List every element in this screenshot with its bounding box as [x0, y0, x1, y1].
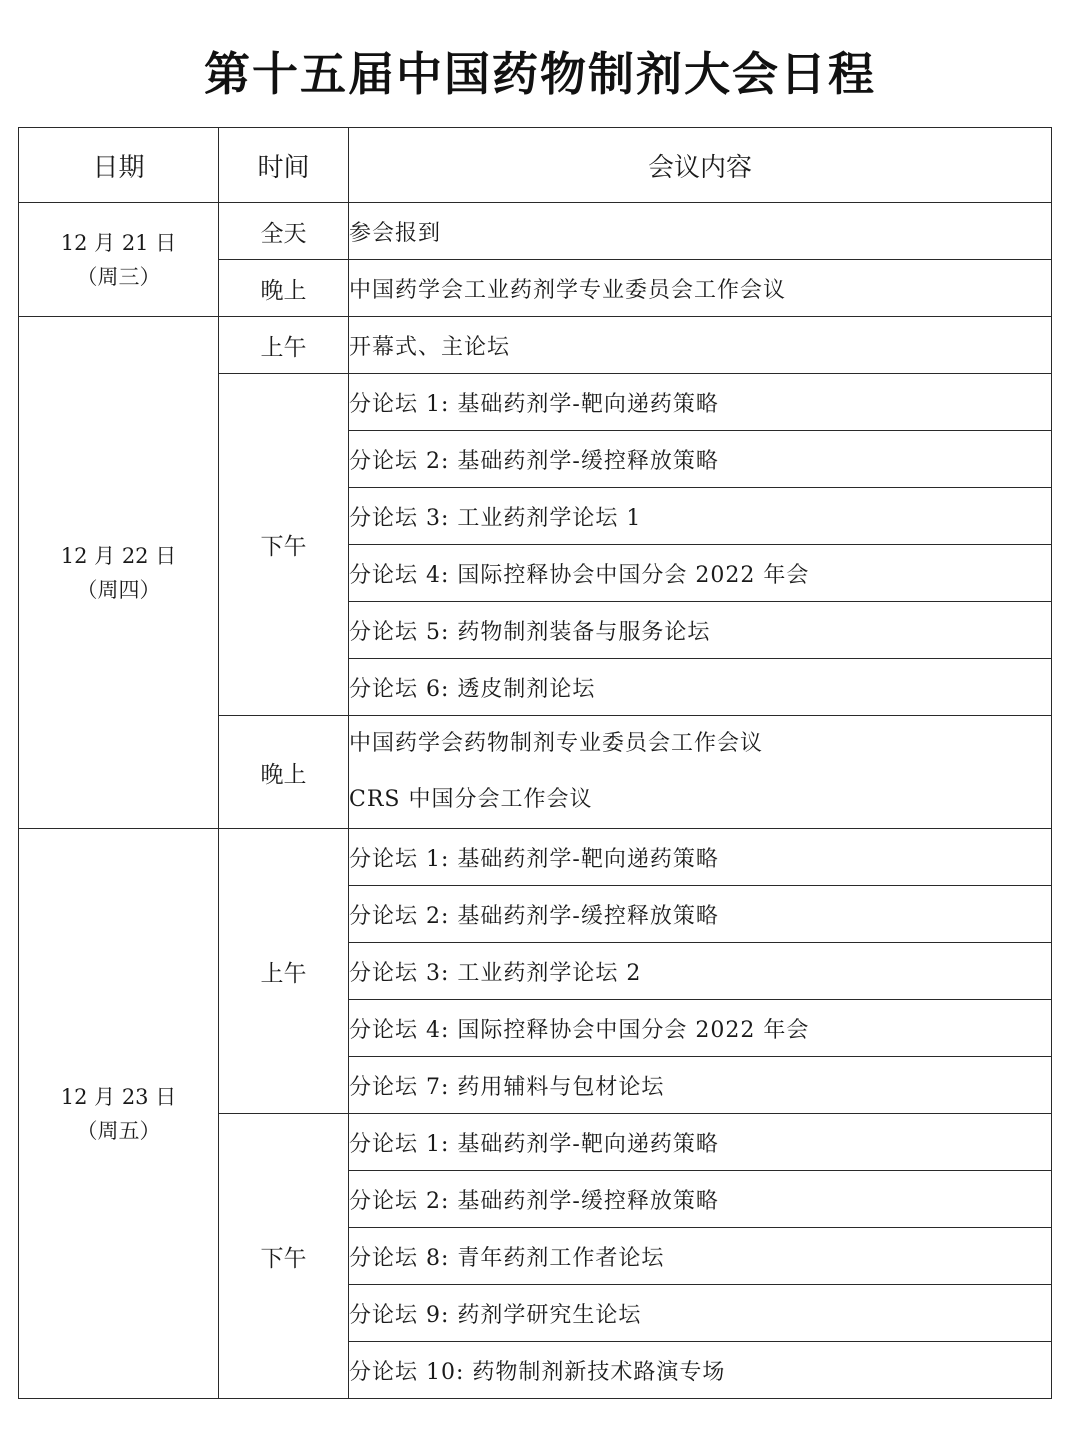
session-item: 分论坛 10: 药物制剂新技术路演专场: [349, 1342, 1052, 1399]
session-item: CRS 中国分会工作会议: [349, 787, 593, 812]
session-item: 参会报到: [349, 203, 1052, 260]
date-text: 12 月 21 日: [60, 230, 177, 255]
session-item: 分论坛 1: 基础药剂学-靶向递药策略: [349, 374, 1052, 431]
session-item: 分论坛 1: 基础药剂学-靶向递药策略: [349, 1114, 1052, 1171]
date-text: 12 月 22 日: [60, 543, 177, 568]
weekday-text: （周五）: [76, 1118, 161, 1143]
time-cell: 上午: [219, 317, 349, 374]
session-item: 分论坛 4: 国际控释协会中国分会 2022 年会: [349, 545, 1052, 602]
header-date: 日期: [19, 128, 219, 203]
session-item-multi: [349, 716, 1052, 829]
table-row: [19, 317, 1052, 374]
table-row: [19, 829, 1052, 886]
header-row: [19, 128, 1052, 203]
session-item: 分论坛 4: 国际控释协会中国分会 2022 年会: [349, 1000, 1052, 1057]
weekday-text: （周四）: [76, 577, 161, 602]
page-title: 第十五届中国药物制剂大会日程: [204, 47, 876, 101]
session-item: 分论坛 9: 药剂学研究生论坛: [349, 1285, 1052, 1342]
time-cell: 晚上: [219, 260, 349, 317]
table-row: [19, 203, 1052, 260]
session-item: 分论坛 3: 工业药剂学论坛 1: [349, 488, 1052, 545]
date-cell: [19, 829, 219, 1399]
date-cell: [19, 317, 219, 829]
weekday-text: （周三）: [76, 264, 161, 289]
time-cell: 下午: [219, 374, 349, 716]
date-cell: [19, 203, 219, 317]
schedule-table: [18, 127, 1052, 1399]
header-content: 会议内容: [349, 128, 1052, 203]
session-item: 中国药学会药物制剂专业委员会工作会议: [349, 731, 764, 756]
session-item: 分论坛 8: 青年药剂工作者论坛: [349, 1228, 1052, 1285]
session-item: 分论坛 3: 工业药剂学论坛 2: [349, 943, 1052, 1000]
time-cell: 全天: [219, 203, 349, 260]
date-text: 12 月 23 日: [60, 1084, 177, 1109]
session-item: 分论坛 2: 基础药剂学-缓控释放策略: [349, 1171, 1052, 1228]
time-cell: 上午: [219, 829, 349, 1114]
header-time: 时间: [219, 128, 349, 203]
time-cell: 晚上: [219, 716, 349, 829]
session-item: 分论坛 7: 药用辅料与包材论坛: [349, 1057, 1052, 1114]
session-item: 分论坛 1: 基础药剂学-靶向递药策略: [349, 829, 1052, 886]
session-item: 分论坛 2: 基础药剂学-缓控释放策略: [349, 886, 1052, 943]
session-item: 中国药学会工业药剂学专业委员会工作会议: [349, 260, 1052, 317]
session-item: 开幕式、主论坛: [349, 317, 1052, 374]
session-item: 分论坛 5: 药物制剂装备与服务论坛: [349, 602, 1052, 659]
time-cell: 下午: [219, 1114, 349, 1399]
session-item: 分论坛 2: 基础药剂学-缓控释放策略: [349, 431, 1052, 488]
session-item: 分论坛 6: 透皮制剂论坛: [349, 659, 1052, 716]
